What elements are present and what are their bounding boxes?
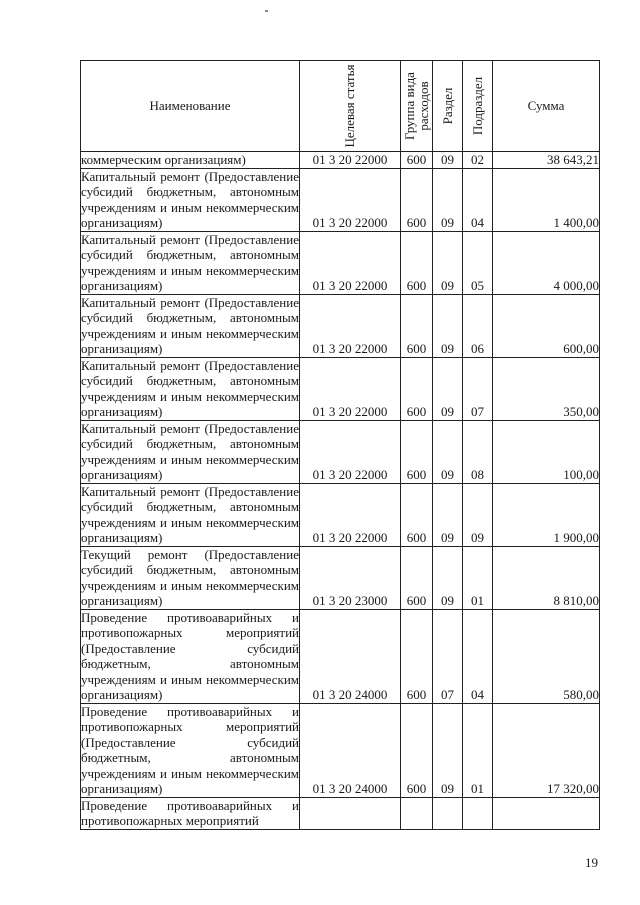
row-target-article: 01 3 20 22000: [300, 357, 401, 420]
header-section-text: Раздел: [439, 87, 455, 125]
row-sum: [493, 797, 600, 829]
row-subsection: 01: [463, 546, 493, 609]
row-expense-group: 600: [401, 483, 433, 546]
header-subsection-text: Подраздел: [469, 76, 485, 136]
table-body: [81, 152, 600, 830]
row-expense-group: 600: [401, 420, 433, 483]
header-name: Наименование: [81, 61, 300, 152]
header-expense-group-text: Группа вида расходов: [401, 72, 431, 140]
row-section: [433, 797, 463, 829]
row-section: 09: [433, 483, 463, 546]
table-row: [81, 609, 600, 703]
table-row: [81, 152, 600, 169]
row-expense-group: 600: [401, 609, 433, 703]
row-target-article: 01 3 20 22000: [300, 483, 401, 546]
row-section: 09: [433, 294, 463, 357]
row-target-article: 01 3 20 22000: [300, 231, 401, 294]
row-target-article: 01 3 20 23000: [300, 546, 401, 609]
row-expense-group: 600: [401, 703, 433, 797]
row-expense-group: 600: [401, 168, 433, 231]
row-sum: 8 810,00: [493, 546, 600, 609]
row-sum: 1 400,00: [493, 168, 600, 231]
row-section: 09: [433, 357, 463, 420]
row-section: 07: [433, 609, 463, 703]
row-expense-group: 600: [401, 152, 433, 169]
row-sum: 100,00: [493, 420, 600, 483]
row-target-article: 01 3 20 24000: [300, 609, 401, 703]
row-name: Капитальный ремонт (Предоставление субсидий бюджетным, автономным учреждениям и иным некоммерческим организациям): [81, 420, 299, 482]
row-name: Капитальный ремонт (Предоставление субсидий бюджетным, автономным учреждениям и иным некоммерческим организациям): [81, 294, 299, 356]
row-sum: 4 000,00: [493, 231, 600, 294]
table-row: [81, 703, 600, 797]
row-sum: 17 320,00: [493, 703, 600, 797]
row-section: 09: [433, 546, 463, 609]
table-row: [81, 294, 600, 357]
row-subsection: 08: [463, 420, 493, 483]
table-row: [81, 420, 600, 483]
table-row: [81, 357, 600, 420]
row-expense-group: 600: [401, 294, 433, 357]
row-name: Капитальный ремонт (Предоставление субсидий бюджетным, автономным учреждениям и иным некоммерческим организациям): [81, 483, 299, 545]
row-subsection: [463, 797, 493, 829]
row-name: Текущий ремонт (Предоставление субсидий бюджетным, автономным учреждениям и иным некоммерческим организациям): [81, 546, 299, 608]
table-header-row: [81, 61, 600, 152]
row-subsection: 02: [463, 152, 493, 169]
row-name: Проведение противоаварийных и противопожарных мероприятий (Предоставление субсидий бюджетным, автономным учреждениям и иным некоммерческим организациям): [81, 703, 299, 796]
header-target-article: [300, 61, 401, 152]
row-subsection: 05: [463, 231, 493, 294]
row-expense-group: 600: [401, 357, 433, 420]
row-name: коммерческим организациям): [81, 152, 300, 169]
row-subsection: 07: [463, 357, 493, 420]
row-sum: 38 643,21: [493, 152, 600, 169]
header-section: [433, 61, 463, 152]
row-sum: 350,00: [493, 357, 600, 420]
row-name: Капитальный ремонт (Предоставление субсидий бюджетным, автономным учреждениям и иным некоммерческим организациям): [81, 357, 299, 419]
row-sum: 600,00: [493, 294, 600, 357]
row-subsection: 09: [463, 483, 493, 546]
row-subsection: 04: [463, 609, 493, 703]
row-section: 09: [433, 231, 463, 294]
row-name: Проведение противоаварийных и противопожарных мероприятий: [81, 797, 299, 828]
row-target-article: 01 3 20 22000: [300, 152, 401, 169]
table-row: [81, 797, 600, 829]
row-name: Проведение противоаварийных и противопожарных мероприятий (Предоставление субсидий бюджетным, автономным учреждениям и иным некоммерческим организациям): [81, 609, 299, 702]
row-expense-group: [401, 797, 433, 829]
budget-table: [80, 60, 600, 830]
row-subsection: 06: [463, 294, 493, 357]
row-target-article: 01 3 20 24000: [300, 703, 401, 797]
row-target-article: [300, 797, 401, 829]
header-subsection: [463, 61, 493, 152]
row-target-article: 01 3 20 22000: [300, 420, 401, 483]
row-expense-group: 600: [401, 546, 433, 609]
table-row: [81, 168, 600, 231]
table-row: [81, 546, 600, 609]
table-row: [81, 483, 600, 546]
row-target-article: 01 3 20 22000: [300, 168, 401, 231]
row-section: 09: [433, 703, 463, 797]
row-section: 09: [433, 168, 463, 231]
row-sum: 1 900,00: [493, 483, 600, 546]
row-name: Капитальный ремонт (Предоставление субсидий бюджетным, автономным учреждениям и иным некоммерческим организациям): [81, 231, 299, 293]
row-target-article: 01 3 20 22000: [300, 294, 401, 357]
row-section: 09: [433, 420, 463, 483]
header-sum: Сумма: [493, 61, 600, 152]
table-row: [81, 231, 600, 294]
row-subsection: 01: [463, 703, 493, 797]
row-expense-group: 600: [401, 231, 433, 294]
row-sum: 580,00: [493, 609, 600, 703]
header-target-article-text: Целевая статья: [342, 64, 357, 148]
scan-speck: [265, 10, 268, 12]
row-name: Капитальный ремонт (Предоставление субсидий бюджетным, автономным учреждениям и иным некоммерческим организациям): [81, 168, 299, 230]
row-section: 09: [433, 152, 463, 169]
row-subsection: 04: [463, 168, 493, 231]
page-number: 19: [585, 855, 598, 870]
header-expense-group: [401, 61, 433, 152]
